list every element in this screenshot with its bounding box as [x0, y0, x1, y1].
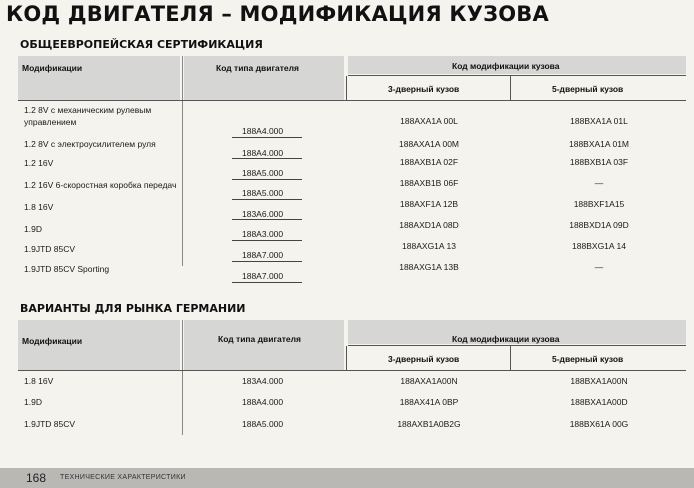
header-rule: [348, 345, 686, 346]
cell-5door: —: [594, 262, 604, 272]
cell-5door: 188BXG1A 14: [572, 241, 626, 251]
section-title-european: ОБЩЕЕВРОПЕЙСКАЯ СЕРТИФИКАЦИЯ: [20, 38, 263, 51]
cell-mod: 1.9JTD 85CV Sporting: [24, 264, 110, 274]
cell-engine: 188A4.000: [242, 397, 284, 407]
header-rule: [18, 100, 686, 101]
cell-engine: 188A5.000: [242, 168, 284, 178]
cell-mod: 1.2 8V с механическим рулевым управлением: [24, 105, 152, 127]
header-rule: [18, 370, 686, 371]
page-title: КОД ДВИГАТЕЛЯ – МОДИФИКАЦИЯ КУЗОВА: [6, 2, 549, 26]
cell-3door: 188AXG1A 13: [402, 241, 456, 251]
column-divider: [182, 320, 183, 435]
cell-engine: 188A5.000: [242, 419, 284, 429]
cell-engine: 188A4.000: [242, 148, 284, 158]
cell-mod: 1.9D: [24, 397, 42, 407]
cell-mod: 1.9D: [24, 224, 42, 234]
cell-3door: 188AXA1A 00L: [400, 116, 458, 126]
cell-engine: 188A3.000: [242, 229, 284, 239]
header-mod: Модификации: [22, 336, 83, 346]
header-bg-engine: [184, 320, 344, 370]
cell-3door: 188AXD1A 08D: [399, 220, 459, 230]
header-engine: Код типа двигателя: [216, 63, 299, 73]
cell-engine: 183A4.000: [242, 376, 284, 386]
cell-mod: 1.9JTD 85CV: [24, 244, 76, 254]
row-rule: [232, 261, 302, 262]
cell-5door: 188BXB1A 03F: [569, 157, 629, 167]
cell-3door: 188AXG1A 13B: [399, 262, 459, 272]
column-divider: [510, 76, 511, 100]
cell-5door: 188BXA1A 01L: [570, 116, 628, 126]
cell-5door: 188BXA1A00N: [570, 376, 628, 386]
cell-mod: 1.2 8V с электроусилителем руля: [24, 139, 156, 149]
cell-5door: 188BXF1A15: [573, 199, 625, 209]
cell-5door: —: [594, 178, 604, 188]
cell-mod: 1.9JTD 85CV: [24, 419, 76, 429]
cell-3door: 188AXA1A 00M: [398, 139, 459, 149]
column-divider: [510, 346, 511, 370]
cell-mod: 1.2 16V 6-скоростная коробка передач: [24, 180, 177, 190]
cell-5door: 188BX61A 00G: [569, 419, 629, 429]
row-rule: [232, 158, 302, 159]
footer-section-title: ТЕХНИЧЕСКИЕ ХАРАКТЕРИСТИКИ: [60, 474, 186, 481]
column-divider: [182, 56, 183, 266]
cell-engine: 188A7.000: [242, 271, 284, 281]
header-body: Код модификации кузова: [452, 334, 560, 344]
cell-mod: 1.8 16V: [24, 202, 54, 212]
cell-5door: 188BXA1A00D: [570, 397, 628, 407]
cell-engine: 188A7.000: [242, 250, 284, 260]
header-3door: 3-дверный кузов: [388, 84, 460, 94]
column-divider: [346, 346, 347, 370]
row-rule: [232, 179, 302, 180]
header-body: Код модификации кузова: [452, 61, 560, 71]
header-mod: Модификации: [22, 63, 83, 73]
cell-5door: 188BXA1A 01M: [568, 139, 629, 149]
cell-3door: 188AXA1A00N: [400, 376, 458, 386]
header-5door: 5-дверный кузов: [552, 354, 624, 364]
cell-mod: 1.8 16V: [24, 376, 54, 386]
cell-3door: 188AXB1B 06F: [399, 178, 459, 188]
cell-3door: 188AX41A 0BP: [399, 397, 459, 407]
cell-3door: 188AXB1A0B2G: [397, 419, 461, 429]
cell-3door: 188AXF1A 12B: [399, 199, 459, 209]
cell-engine: 188A4.000: [242, 126, 284, 136]
column-divider: [346, 76, 347, 100]
header-engine: Код типа двигателя: [218, 334, 301, 344]
section-title-germany: ВАРИАНТЫ ДЛЯ РЫНКА ГЕРМАНИИ: [20, 302, 246, 315]
row-rule: [232, 240, 302, 241]
page-number: 168: [26, 471, 47, 485]
row-rule: [232, 282, 302, 283]
row-rule: [232, 219, 302, 220]
row-rule: [232, 199, 302, 200]
cell-engine: 188A5.000: [242, 188, 284, 198]
header-3door: 3-дверный кузов: [388, 354, 460, 364]
row-rule: [232, 137, 302, 138]
header-rule: [348, 75, 686, 76]
cell-3door: 188AXB1A 02F: [399, 157, 459, 167]
cell-engine: 183A6.000: [242, 209, 284, 219]
cell-mod: 1.2 16V: [24, 158, 54, 168]
cell-5door: 188BXD1A 09D: [569, 220, 629, 230]
header-5door: 5-дверный кузов: [552, 84, 624, 94]
